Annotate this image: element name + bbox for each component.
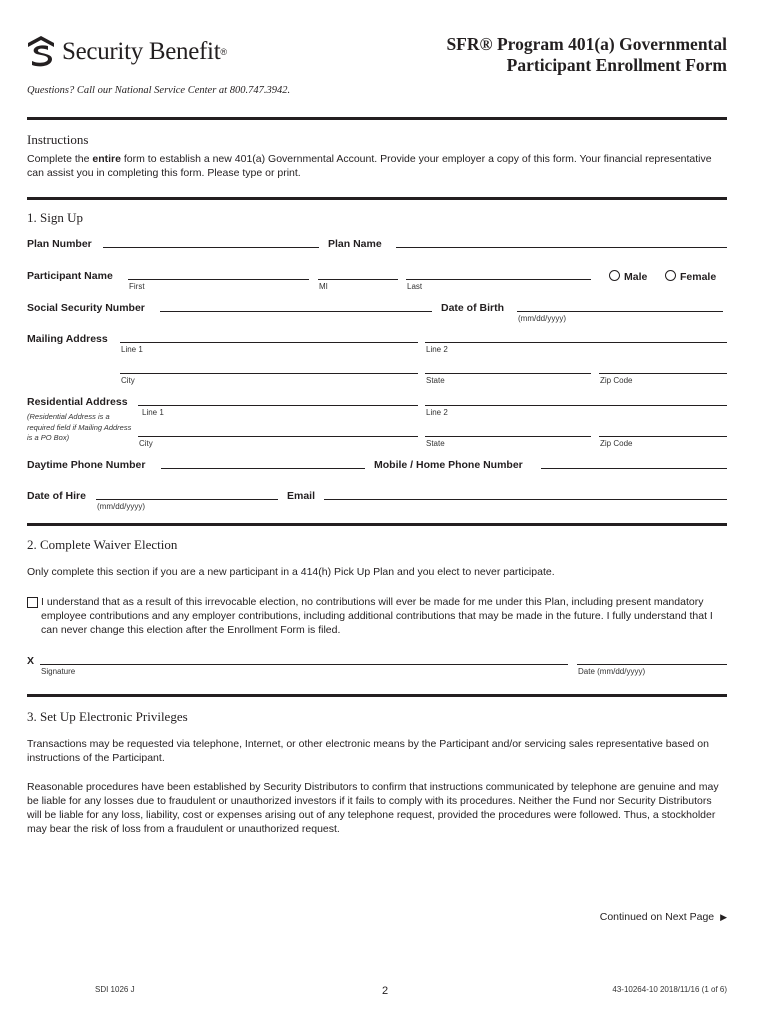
page-number: 2 <box>382 985 389 997</box>
residential-line1-field[interactable] <box>138 405 418 406</box>
mailing-city-field[interactable] <box>120 373 418 374</box>
ssn-label: Social Security Number <box>27 302 145 314</box>
mobile-phone-label: Mobile / Home Phone Number <box>374 459 523 471</box>
section-1-heading: 1. Sign Up <box>27 210 83 225</box>
plan-number-label: Plan Number <box>27 238 92 250</box>
mi-field[interactable] <box>318 279 398 280</box>
dob-label: Date of Birth <box>441 302 504 314</box>
electronic-para1: Transactions may be requested via telephone, Internet, or other electronic means by the Participant and/or servicing sales representative based on instructions of the Participant. <box>27 738 709 764</box>
mi-caption: MI <box>319 282 328 291</box>
residential-note: (Residential Address is a required field if Mailing Address is a PO Box) <box>27 412 132 442</box>
zip-caption: Zip Code <box>600 376 633 385</box>
waiver-checkbox[interactable] <box>27 597 38 608</box>
divider <box>27 694 727 697</box>
plan-name-field[interactable] <box>396 247 727 248</box>
city-caption: City <box>121 376 135 385</box>
mailing-line2-field[interactable] <box>425 342 727 343</box>
section-3-heading: 3. Set Up Electronic Privileges <box>27 709 188 724</box>
continued-note: Continued on Next Page ▶ <box>599 911 727 923</box>
document-id: 43-10264-10 2018/11/16 (1 of 6) <box>612 985 727 994</box>
first-name-field[interactable] <box>128 279 309 280</box>
state-caption: State <box>426 439 445 448</box>
residential-address-label: Residential Address <box>27 396 128 408</box>
security-benefit-logo-icon <box>26 35 56 69</box>
email-field[interactable] <box>324 499 727 500</box>
waiver-intro: Only complete this section if you are a new participant in a 414(h) Pick Up Plan and you elect to never participate. <box>27 566 555 578</box>
line2-caption: Line 2 <box>426 345 448 354</box>
date-caption: Date (mm/dd/yyyy) <box>578 667 646 676</box>
form-title-line1: SFR® Program 401(a) Governmental <box>446 34 727 54</box>
daytime-phone-field[interactable] <box>161 468 365 469</box>
date-of-hire-label: Date of Hire <box>27 490 86 502</box>
brand-name: Security Benefit <box>62 38 221 65</box>
line1-caption: Line 1 <box>142 408 164 417</box>
brand-logo <box>26 34 227 70</box>
state-caption: State <box>426 376 445 385</box>
city-caption: City <box>139 439 153 448</box>
form-code: SDI 1026 J <box>95 985 135 994</box>
instructions-heading: Instructions <box>27 132 89 147</box>
first-caption: First <box>129 282 145 291</box>
form-title-line2: Participant Enrollment Form <box>506 55 727 75</box>
signature-field[interactable] <box>40 664 568 665</box>
brand-registered-mark: ® <box>220 47 227 57</box>
plan-name-label: Plan Name <box>328 238 382 250</box>
residential-line2-field[interactable] <box>425 405 727 406</box>
form-title <box>446 34 727 76</box>
divider <box>27 117 727 120</box>
divider <box>27 197 727 200</box>
mobile-phone-field[interactable] <box>541 468 727 469</box>
line1-caption: Line 1 <box>121 345 143 354</box>
triangle-right-icon: ▶ <box>720 912 727 922</box>
zip-caption: Zip Code <box>600 439 633 448</box>
radio-icon <box>609 270 620 281</box>
residential-zip-field[interactable] <box>599 436 727 437</box>
mailing-address-label: Mailing Address <box>27 333 108 345</box>
ssn-field[interactable] <box>160 311 432 312</box>
residential-state-field[interactable] <box>425 436 591 437</box>
female-radio[interactable]: Female <box>665 270 716 283</box>
divider <box>27 523 727 526</box>
dob-field[interactable] <box>517 311 723 312</box>
signature-caption: Signature <box>41 667 76 676</box>
daytime-phone-label: Daytime Phone Number <box>27 459 146 471</box>
electronic-para2: Reasonable procedures have been established by Security Distributors to confirm that instructions communicated by telephone are genuine and may be liable for any losses due to fraudulent or unauthorized investors if it fails to comply with its procedures. Neither the Fund nor Security Distributors will be liable for any loss, liability, cost or expenses arising out of any telephone request, provided the procedures were followed. Thus, a stockholder may bear the risk of loss from a fraudulent or unauthorized request. <box>27 781 719 835</box>
last-caption: Last <box>407 282 423 291</box>
instructions-text: Complete the entire form to establish a new 401(a) Governmental Account. Provide your employer a copy of this form. Your financial representative can assist you in completing this form. Please type or print. <box>27 153 712 179</box>
mailing-state-field[interactable] <box>425 373 591 374</box>
last-name-field[interactable] <box>406 279 591 280</box>
signature-x-mark: X <box>27 655 35 667</box>
dob-format-caption: (mm/dd/yyyy) <box>518 314 566 323</box>
plan-number-field[interactable] <box>103 247 319 248</box>
section-2-heading: 2. Complete Waiver Election <box>27 537 178 552</box>
participant-name-label: Participant Name <box>27 270 113 282</box>
mailing-line1-field[interactable] <box>120 342 418 343</box>
radio-icon <box>665 270 676 281</box>
line2-caption: Line 2 <box>426 408 448 417</box>
date-of-hire-field[interactable] <box>96 499 278 500</box>
waiver-statement: I understand that as a result of this irrevocable election, no contributions will ever be made for me under this Plan, including present mandatory employee contributions and any employer contributions, including additional contributions that may be made in the future. I fully understand that I can never change this election after the Enrollment Form is filed. <box>41 596 713 636</box>
mailing-zip-field[interactable] <box>599 373 727 374</box>
questions-text: Questions? Call our National Service Center at 800.747.3942. <box>27 85 291 96</box>
residential-city-field[interactable] <box>138 436 418 437</box>
male-radio[interactable]: Male <box>609 270 647 283</box>
email-label: Email <box>287 490 316 502</box>
hire-format-caption: (mm/dd/yyyy) <box>97 502 145 511</box>
signature-date-field[interactable] <box>577 664 727 665</box>
